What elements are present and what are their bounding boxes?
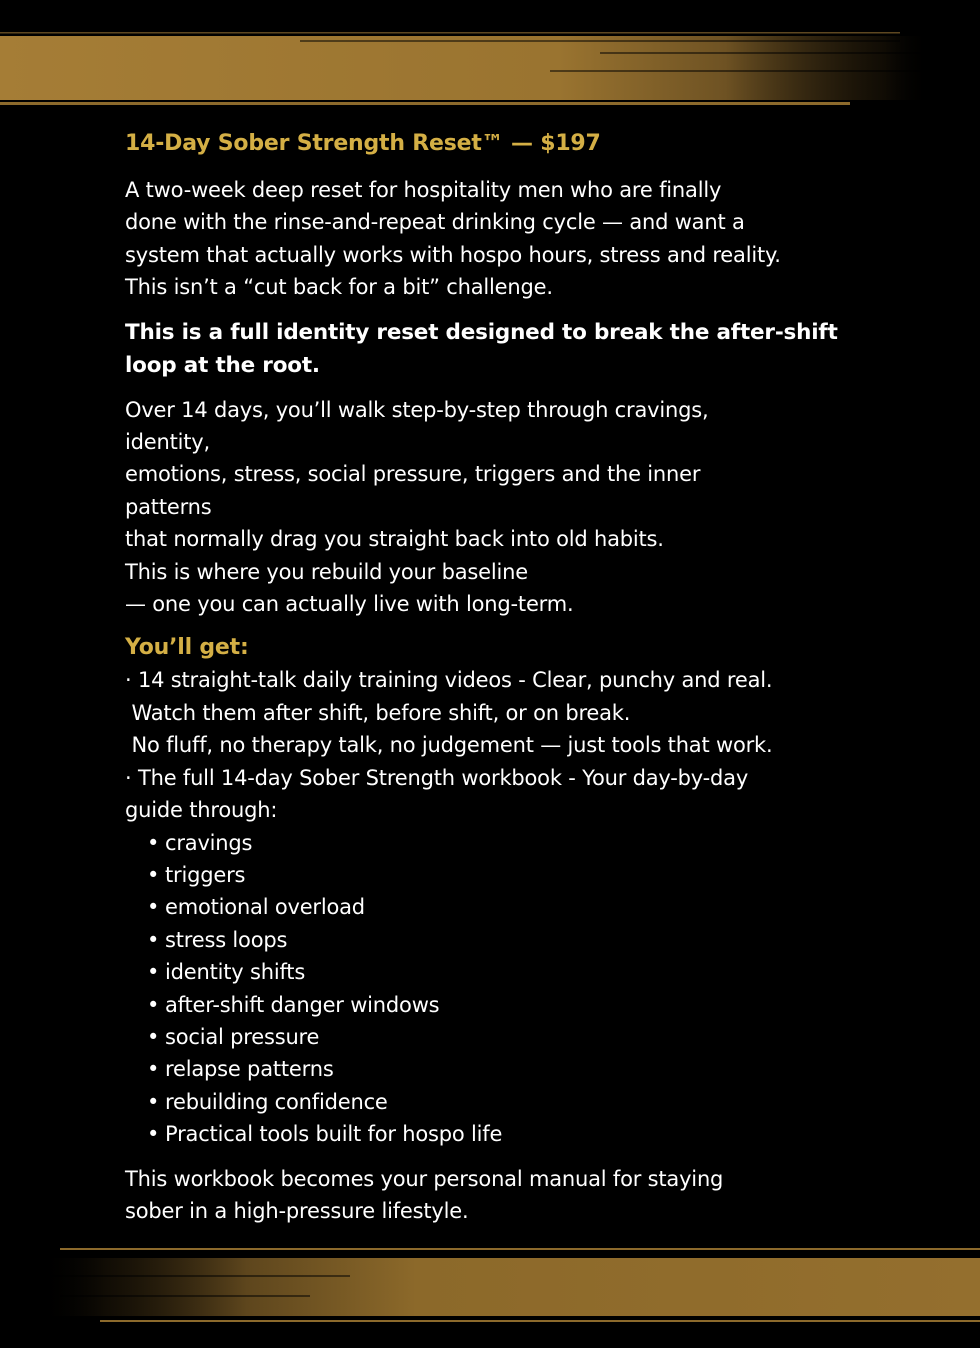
product-title: 14-Day Sober Strength Reset™ — $197 bbox=[125, 131, 601, 156]
list-item: • after-shift danger windows bbox=[125, 989, 925, 1021]
intro-paragraph: A two-week deep reset for hospitality men who are finally done with the rinse-and-repeat drinking cycle — and want a system that actually works with hospo hours, stress and reality. This isn’t a “cut back for a bit” challenge. bbox=[125, 178, 781, 300]
list-item: • relapse patterns bbox=[125, 1053, 925, 1085]
list-item: • stress loops bbox=[125, 924, 925, 956]
offer-description bbox=[125, 128, 925, 1239]
list-item: • triggers bbox=[125, 859, 925, 891]
list-item: • rebuilding confidence bbox=[125, 1086, 925, 1118]
overview-paragraph: Over 14 days, you’ll walk step-by-step through cravings, identity, emotions, stress, social pressure, triggers and the inner patterns that normally drag you straight back into old habits. This is where you rebuild your baseline — one you can actually live with long-term. bbox=[125, 397, 709, 617]
youll-get-heading: You’ll get: bbox=[125, 635, 249, 661]
list-item: • emotional overload bbox=[125, 891, 925, 923]
emphasis-paragraph: This is a full identity reset designed to break the after-shift loop at the root. bbox=[125, 319, 838, 378]
gold-brush-stroke-top bbox=[0, 30, 980, 110]
list-item: • cravings bbox=[125, 827, 925, 859]
gold-brush-stroke-bottom bbox=[0, 1240, 980, 1330]
list-item: • Practical tools built for hospo life bbox=[125, 1118, 925, 1150]
list-item: • social pressure bbox=[125, 1021, 925, 1053]
list-item: • identity shifts bbox=[125, 956, 925, 988]
benefits-list: · 14 straight-talk daily training videos - Clear, punchy and real. Watch them after shift, before shift, or on break. No fluff, no therapy talk, no judgement — just tools that work. · The full 14-day Sober Strength workbook - Your day-by-day guide through: bbox=[125, 668, 773, 823]
workbook-topics-list bbox=[125, 827, 925, 1151]
closing-paragraph: This workbook becomes your personal manual for staying sober in a high-pressure lifestyle. bbox=[125, 1166, 724, 1223]
